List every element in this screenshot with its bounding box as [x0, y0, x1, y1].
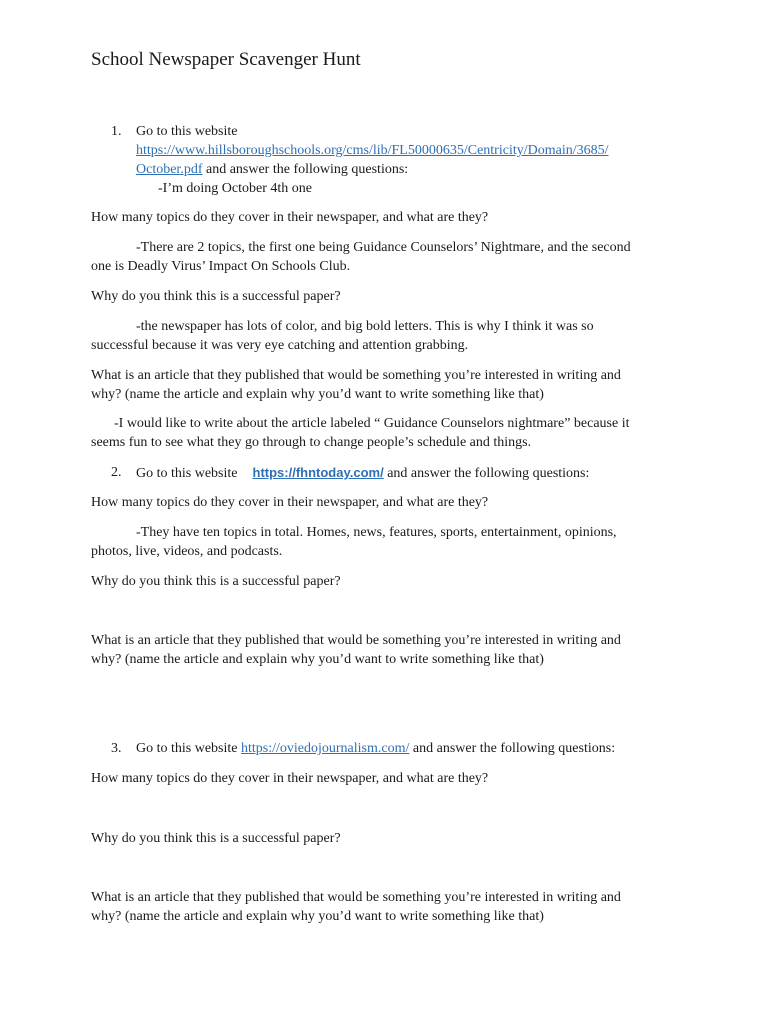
answer-topics-1-line1: -There are 2 topics, the first one being Guidance Counselors’ Nightmare, and the second	[136, 240, 631, 255]
question-topics-1: How many topics do they cover in their newspaper, and what are they?	[91, 210, 489, 225]
note-text: -I’m doing October 4th one	[158, 181, 312, 196]
question-article-3-line1: What is an article that they published that would be something you’re interested in writing and	[91, 890, 621, 905]
website-link-1[interactable]: https://www.hillsboroughschools.org/cms/lib/FL50000635/Centricity/Domain/3685/	[136, 143, 609, 158]
question-success-2: Why do you think this is a successful paper?	[91, 574, 341, 589]
page-title: School Newspaper Scavenger Hunt	[91, 49, 361, 70]
question-topics-3: How many topics do they cover in their newspaper, and what are they?	[91, 771, 489, 786]
go-to-website-row-2	[136, 463, 589, 483]
question-success-1: Why do you think this is a successful paper?	[91, 289, 341, 304]
question-article-2-line1: What is an article that they published that would be something you’re interested in writing and	[91, 633, 621, 648]
instruction-text-1: and answer the following questions:	[202, 162, 409, 177]
question-article-2-line2: why? (name the article and explain why you’d want to write something like that)	[91, 652, 544, 667]
answer-article-1-line1: -I would like to write about the article labeled “ Guidance Counselors nightmare” because it	[114, 416, 630, 431]
answer-success-1-line1: -the newspaper has lots of color, and big bold letters. This is why I think it was so	[136, 319, 594, 334]
go-to-website-text-2: Go to this website	[136, 466, 238, 481]
answer-success-1-line2: successful because it was very eye catching and attention grabbing.	[91, 338, 469, 353]
answer-article-1-line2: seems fun to see what they go through to change people’s schedule and things.	[91, 435, 532, 450]
answer-topics-2-line1: -They have ten topics in total. Homes, news, features, sports, entertainment, opinions,	[136, 525, 617, 540]
website-link-1-line2-row	[136, 160, 408, 179]
website-link-2[interactable]: https://fhntoday.com/	[252, 465, 384, 480]
question-article-1-line2: why? (name the article and explain why you’d want to write something like that)	[91, 387, 544, 402]
instruction-text-3: and answer the following questions:	[409, 741, 616, 756]
question-topics-2: How many topics do they cover in their newspaper, and what are they?	[91, 495, 489, 510]
website-link-1-continued[interactable]: October.pdf	[136, 162, 203, 177]
go-to-website-row-3	[136, 739, 615, 758]
item-number-1: 1.	[111, 124, 122, 139]
question-article-3-line2: why? (name the article and explain why you’d want to write something like that)	[91, 909, 544, 924]
website-link-3[interactable]: https://oviedojournalism.com/	[241, 741, 410, 756]
item-number-2: 2.	[111, 465, 122, 480]
go-to-website-text-3: Go to this website	[136, 741, 238, 756]
go-to-website-text-1: Go to this website	[136, 124, 238, 139]
answer-topics-1-line2: one is Deadly Virus’ Impact On Schools Club.	[91, 259, 351, 274]
answer-topics-2-line2: photos, live, videos, and podcasts.	[91, 544, 283, 559]
question-article-1-line1: What is an article that they published that would be something you’re interested in writing and	[91, 368, 621, 383]
instruction-text-2: and answer the following questions:	[383, 466, 590, 481]
website-link-1-line1	[136, 141, 609, 160]
question-success-3: Why do you think this is a successful paper?	[91, 831, 341, 846]
item-number-3: 3.	[111, 741, 122, 756]
